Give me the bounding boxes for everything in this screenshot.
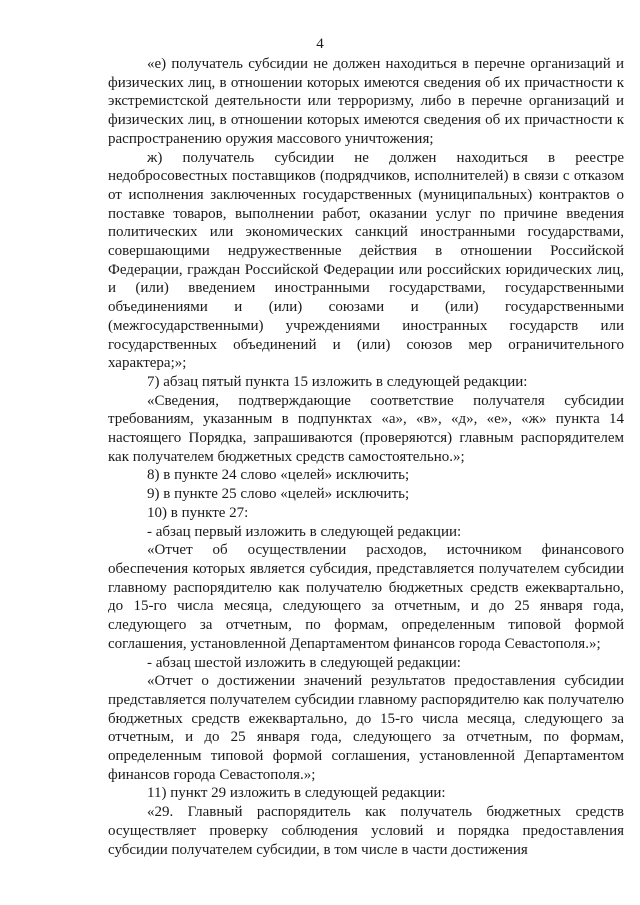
paragraph-item-10-first-abzac: - абзац первый изложить в следующей редакции:: [147, 523, 462, 540]
document-body: [108, 55, 624, 859]
paragraph-item-10-sixth-abzac-text: «Отчет о достижении значений результатов предоставления субсидии представляется получателем субсидии главному распорядителю как получателю бюджетных средств ежеквартально, до 15-го числа месяца, следующего за отчетным, и до 25 января года, следующего за отчетным, по формам, определенным типовой формой соглашения, установленной Департаментом финансов города Севастополя.»;: [108, 673, 624, 783]
paragraph-item-11: 11) пункт 29 изложить в следующей редакции:: [147, 785, 446, 802]
paragraph-item-9: 9) в пункте 25 слово «целей» исключить;: [147, 486, 410, 503]
paragraph-subitem-zh: ж) получатель субсидии не должен находиться в реестре недобросовестных поставщиков (подрядчиков, исполнителей) в связи с отказом от исполнения заключенных государственных (муниципальных) контрактов о поставке товаров, выполнении работ, оказании услуг по причине введения политических или экономических санкций иностранными государствами, совершающими недружественные действия в отношении Российской Федерации, граждан Российской Федерации или российских юридических лиц, и (или) введением иностранными государствами, государственными объединениями и (или) союзами и (или) государственными (межгосударственными) учреждениями иностранных государств или государственных объединений и (или) союзов мер ограничительного характера;»;: [108, 149, 624, 372]
paragraph-item-11-text: «29. Главный распорядитель как получатель бюджетных средств осуществляет проверку соблюдения условий и порядка предоставления субсидии получателем субсидии, в том числе в части достижения: [108, 804, 624, 858]
paragraph-item-7-text: «Сведения, подтверждающие соответствие получателя субсидии требованиям, указанным в подпунктах «а», «в», «д», «е», «ж» пункта 14 настоящего Порядка, запрашиваются (проверяются) главным распорядителем как получателем бюджетных средств самостоятельно.»;: [108, 392, 624, 465]
paragraph-item-10: 10) в пункте 27:: [147, 504, 249, 521]
paragraph-item-8: 8) в пункте 24 слово «целей» исключить;: [147, 467, 410, 484]
paragraph-subitem-e: «е) получатель субсидии не должен находиться в перечне организаций и физических лиц, в отношении которых имеются сведения об их причастности к экстремистской деятельности или терроризму, либо в перечне организаций и физических лиц, в отношении которых имеются сведения об их причастности к распространению оружия массового уничтожения;: [108, 56, 624, 147]
paragraph-item-7: 7) абзац пятый пункта 15 изложить в следующей редакции:: [147, 373, 528, 390]
page-number: 4: [316, 36, 324, 52]
paragraph-item-10-sixth-abzac: - абзац шестой изложить в следующей редакции:: [147, 654, 461, 671]
paragraph-item-10-first-abzac-text: «Отчет об осуществлении расходов, источником финансового обеспечения которых является субсидия, представляется получателем субсидии главному распорядителю как получателю бюджетных средств ежеквартально, до 15-го числа месяца, следующего за отчетным, и до 25 января года, следующего за отчетным, по формам, определенным типовой формой соглашения, установленной Департаментом финансов города Севастополя.»;: [108, 542, 624, 652]
